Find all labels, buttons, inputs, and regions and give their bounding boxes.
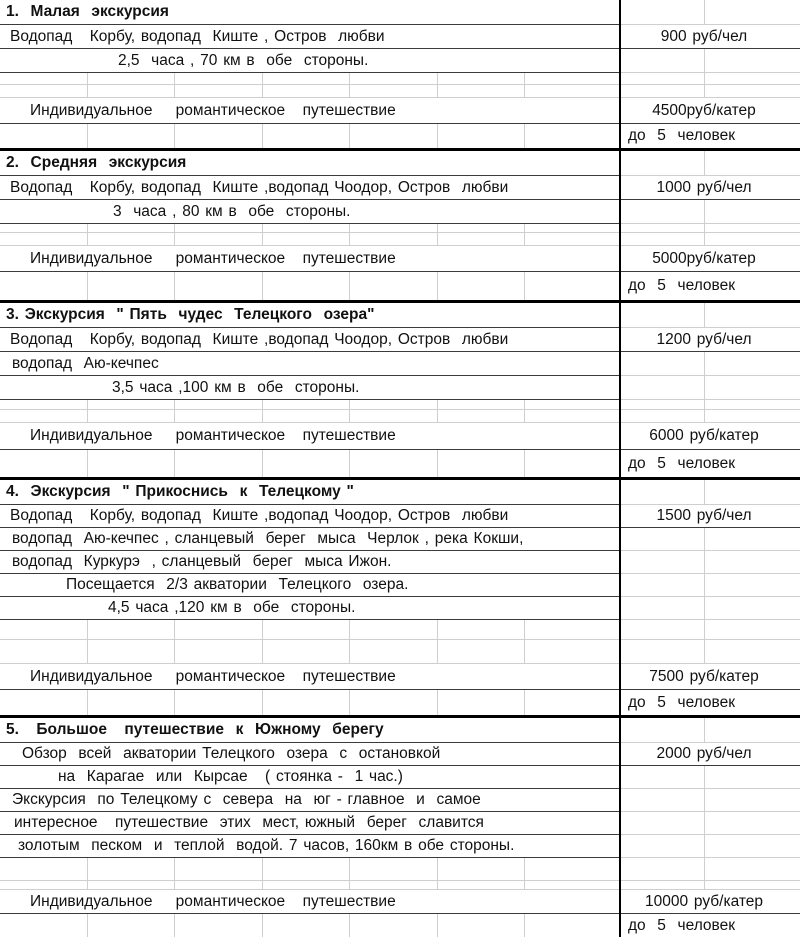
empty-grid-cells — [0, 400, 620, 410]
description-cell — [0, 890, 620, 914]
table-row — [0, 914, 800, 937]
description-cell — [0, 376, 620, 400]
table-row — [0, 505, 800, 528]
price-cell — [620, 376, 800, 400]
price-text: 10000 руб/катер — [644, 892, 764, 910]
price-cell — [620, 480, 800, 505]
price-cell — [620, 272, 800, 300]
price-text: до 5 человек — [628, 454, 735, 472]
empty-grid-cells — [0, 640, 620, 664]
row-text: Экскурсия по Телецкому с севера на юг - главное и самое — [12, 791, 481, 809]
price-cell — [620, 505, 800, 528]
price-cell — [620, 664, 800, 690]
table-row — [0, 718, 800, 743]
table-row — [0, 410, 800, 423]
table-row — [0, 528, 800, 551]
price-cell — [620, 858, 800, 881]
row-text: Индивидуальное романтическое путешествие — [30, 427, 396, 445]
row-text: 2,5 часа , 70 км в обе стороны. — [118, 51, 369, 69]
row-text: 3 часа , 80 км в обе стороны. — [113, 202, 351, 220]
row-text: золотым песком и теплой водой. 7 часов, 160км в обе стороны. — [18, 837, 515, 855]
section-title: 2. Средняя экскурсия — [6, 154, 187, 172]
section-5 — [0, 715, 800, 937]
table-row — [0, 303, 800, 328]
description-cell — [0, 480, 620, 505]
price-cell — [620, 49, 800, 73]
row-text: водопад Аю-кечпес , сланцевый берег мыса Черлок , река Кокши, — [12, 530, 524, 548]
price-cell — [620, 410, 800, 423]
row-text: интересное путешествие этих мест, южный берег славится — [14, 814, 484, 832]
description-cell — [0, 49, 620, 73]
section-1 — [0, 0, 800, 148]
description-cell — [0, 574, 620, 597]
table-row — [0, 597, 800, 620]
table-row — [0, 812, 800, 835]
price-cell — [620, 789, 800, 812]
empty-grid-cells — [0, 450, 620, 477]
description-cell — [0, 766, 620, 789]
empty-grid-cells — [0, 124, 620, 148]
table-row — [0, 620, 800, 640]
table-row — [0, 176, 800, 200]
empty-grid-cells — [0, 881, 620, 890]
price-text: до 5 человек — [628, 127, 735, 145]
price-cell — [620, 200, 800, 224]
table-row — [0, 246, 800, 272]
price-cell — [620, 620, 800, 640]
row-text: Индивидуальное романтическое путешествие — [30, 892, 396, 910]
price-text: до 5 человек — [628, 277, 735, 295]
price-cell — [620, 400, 800, 410]
price-text: 2000 руб/чел — [656, 745, 752, 763]
price-text: 4500руб/катер — [652, 101, 756, 119]
table-row — [0, 450, 800, 477]
empty-grid-cells — [0, 224, 620, 233]
row-text: Водопад Корбу, водопад Киште ,водопад Чоодор, Остров любви — [10, 507, 509, 525]
section-3 — [0, 300, 800, 477]
row-text: Водопад Корбу, водопад Киште ,водопад Чоодор, Остров любви — [10, 178, 509, 196]
table-row — [0, 640, 800, 664]
price-cell — [620, 423, 800, 450]
description-cell — [0, 835, 620, 858]
price-cell — [620, 73, 800, 85]
description-cell — [0, 200, 620, 224]
price-cell — [620, 597, 800, 620]
table-row — [0, 98, 800, 124]
table-row — [0, 352, 800, 376]
table-row — [0, 73, 800, 85]
price-cell — [620, 743, 800, 766]
description-cell — [0, 718, 620, 743]
price-cell — [620, 640, 800, 664]
table-row — [0, 151, 800, 176]
description-cell — [0, 176, 620, 200]
description-cell — [0, 528, 620, 551]
price-cell — [620, 551, 800, 574]
table-row — [0, 890, 800, 914]
row-text: водопад Куркурэ , сланцевый берег мыса Ижон. — [12, 553, 392, 571]
price-cell — [620, 25, 800, 49]
table-row — [0, 124, 800, 148]
description-cell — [0, 246, 620, 272]
table-row — [0, 400, 800, 410]
empty-grid-cells — [0, 272, 620, 300]
empty-grid-cells — [0, 620, 620, 640]
price-text: до 5 человек — [628, 916, 735, 934]
price-cell — [620, 352, 800, 376]
price-text: 900 руб/чел — [660, 27, 748, 45]
table-row — [0, 690, 800, 715]
table-row — [0, 85, 800, 98]
price-cell — [620, 890, 800, 914]
table-row — [0, 328, 800, 352]
price-text: 5000руб/катер — [652, 249, 756, 267]
description-cell — [0, 505, 620, 528]
description-cell — [0, 328, 620, 352]
description-cell — [0, 789, 620, 812]
row-text: Водопад Корбу, водопад Киште ,водопад Чоодор, Остров любви — [10, 330, 509, 348]
price-cell — [620, 176, 800, 200]
row-text: Обзор всей акватории Телецкого озера с остановкой — [22, 745, 441, 763]
table-row — [0, 664, 800, 690]
price-cell — [620, 766, 800, 789]
description-cell — [0, 551, 620, 574]
description-cell — [0, 151, 620, 176]
description-cell — [0, 352, 620, 376]
description-cell — [0, 743, 620, 766]
row-text: Индивидуальное романтическое путешествие — [30, 249, 396, 267]
table-row — [0, 49, 800, 73]
empty-grid-cells — [0, 690, 620, 715]
table-row — [0, 200, 800, 224]
price-text: до 5 человек — [628, 693, 735, 711]
column-divider — [619, 0, 621, 937]
row-text: на Карагае или Кырсае ( стоянка - 1 час.) — [58, 768, 403, 786]
table-row — [0, 858, 800, 881]
table-row — [0, 272, 800, 300]
description-cell — [0, 812, 620, 835]
empty-grid-cells — [0, 85, 620, 98]
row-text: водопад Аю-кечпес — [12, 354, 159, 372]
table-row — [0, 233, 800, 246]
table-row — [0, 835, 800, 858]
table-row — [0, 743, 800, 766]
price-cell — [620, 328, 800, 352]
price-text: 1000 руб/чел — [656, 178, 752, 196]
table-row — [0, 480, 800, 505]
description-cell — [0, 597, 620, 620]
price-text: 7500 руб/катер — [649, 667, 759, 685]
row-text: 3,5 часа ,100 км в обе стороны. — [112, 378, 360, 396]
price-cell — [620, 914, 800, 937]
section-4 — [0, 477, 800, 715]
table-row — [0, 0, 800, 25]
price-cell — [620, 881, 800, 890]
table-row — [0, 766, 800, 789]
price-cell — [620, 574, 800, 597]
empty-grid-cells — [0, 858, 620, 881]
description-cell — [0, 664, 620, 690]
price-cell — [620, 450, 800, 477]
price-cell — [620, 528, 800, 551]
row-text: Водопад Корбу, водопад Киште , Остров любви — [10, 27, 385, 45]
table-row — [0, 881, 800, 890]
row-text: Индивидуальное романтическое путешествие — [30, 101, 396, 119]
price-cell — [620, 98, 800, 124]
table-row — [0, 376, 800, 400]
price-cell — [620, 690, 800, 715]
empty-grid-cells — [0, 914, 620, 937]
description-cell — [0, 423, 620, 450]
section-title: 3. Экскурсия " Пять чудес Телецкого озера" — [6, 306, 375, 324]
table-row — [0, 423, 800, 450]
price-cell — [620, 85, 800, 98]
table-row — [0, 551, 800, 574]
description-cell — [0, 0, 620, 25]
price-text: 1200 руб/чел — [656, 330, 752, 348]
row-text: Посещается 2/3 акватории Телецкого озера. — [66, 576, 409, 594]
price-cell — [620, 151, 800, 176]
description-cell — [0, 98, 620, 124]
price-cell — [620, 835, 800, 858]
price-cell — [620, 233, 800, 246]
section-title: 4. Экскурсия " Прикоснись к Телецкому " — [6, 483, 354, 501]
description-cell — [0, 303, 620, 328]
price-cell — [620, 812, 800, 835]
price-cell — [620, 224, 800, 233]
table-row — [0, 25, 800, 49]
section-title: 1. Малая экскурсия — [6, 3, 169, 21]
table-row — [0, 574, 800, 597]
row-text: 4,5 часа ,120 км в обе стороны. — [108, 599, 356, 617]
price-text: 1500 руб/чел — [656, 507, 752, 525]
description-cell — [0, 25, 620, 49]
table-row — [0, 789, 800, 812]
price-cell — [620, 246, 800, 272]
price-cell — [620, 0, 800, 25]
table-row — [0, 224, 800, 233]
price-text: 6000 руб/катер — [649, 427, 759, 445]
section-2 — [0, 148, 800, 300]
section-title: 5. Большое путешествие к Южному берегу — [6, 721, 384, 739]
empty-grid-cells — [0, 410, 620, 423]
empty-grid-cells — [0, 233, 620, 246]
price-cell — [620, 303, 800, 328]
row-text: Индивидуальное романтическое путешествие — [30, 667, 396, 685]
price-cell — [620, 718, 800, 743]
price-cell — [620, 124, 800, 148]
empty-grid-cells — [0, 73, 620, 85]
